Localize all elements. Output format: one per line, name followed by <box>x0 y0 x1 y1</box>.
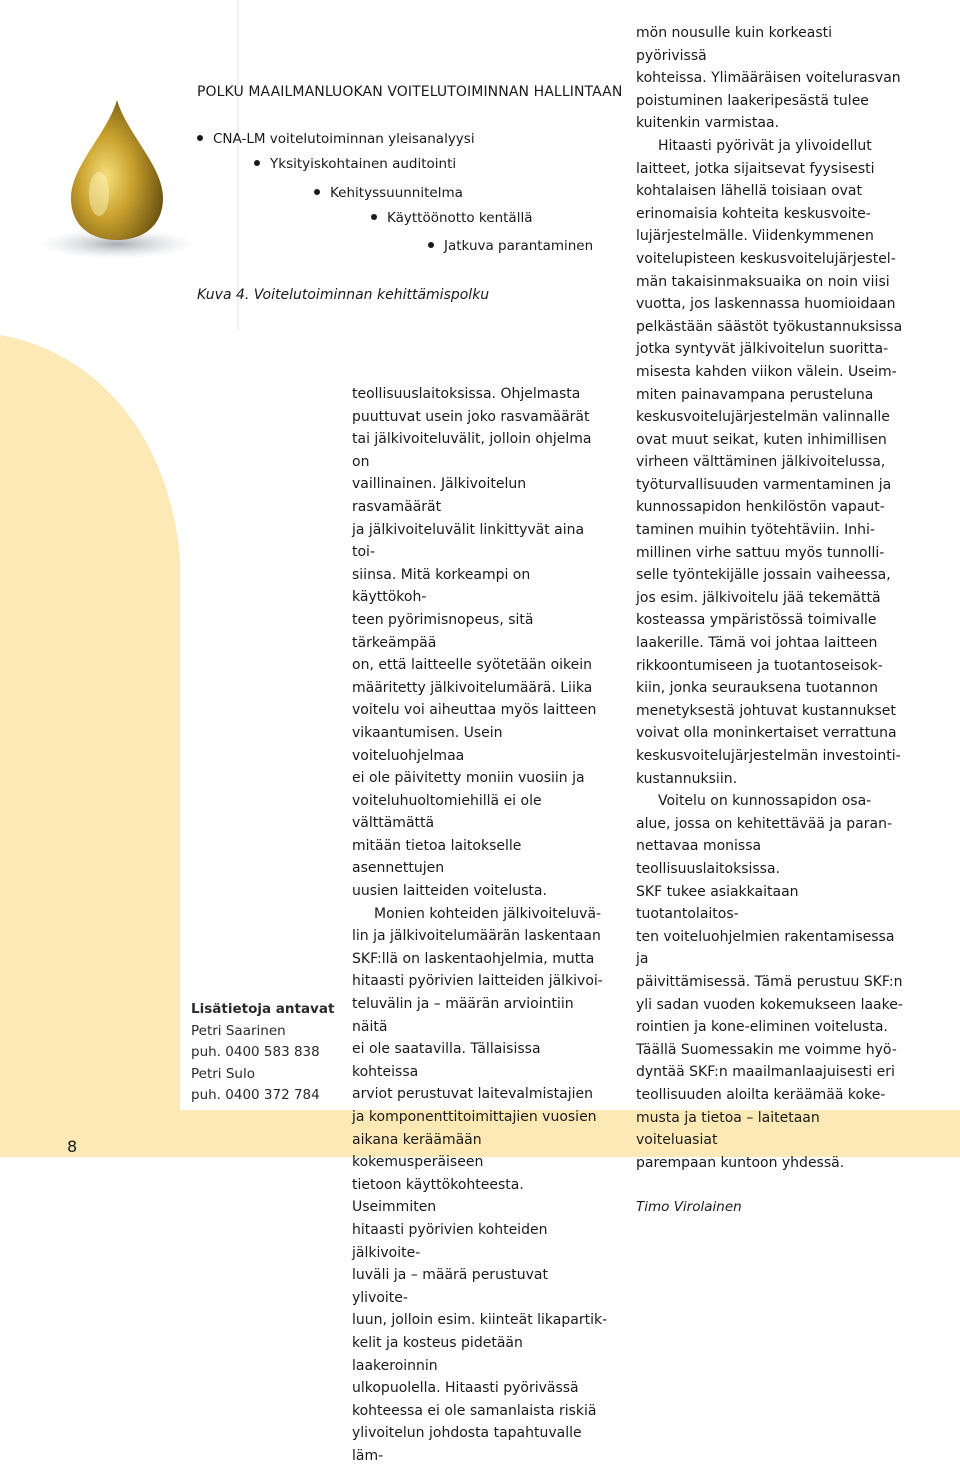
figure-title: POLKU MAAILMANLUOKAN VOITELUTOIMINNAN HALLINTAAN <box>197 84 623 100</box>
text-line: lujärjestelmälle. Viidenkymmenen <box>636 228 874 245</box>
contact-phone: puh. 0400 583 838 <box>191 1044 320 1061</box>
text-line: rointien ja kone-eliminen voitelusta. <box>636 1019 888 1036</box>
text-line: mitään tietoa laitokselle asennettujen <box>352 837 522 877</box>
text-line: keskusvoitelujärjestelmän valinnalle <box>636 409 890 426</box>
contact-phone: puh. 0400 372 784 <box>191 1087 320 1104</box>
text-line: keskusvoitelujärjestelmän investointi- <box>636 748 901 764</box>
text-line: tietoon käyttökohteesta. Useimmiten <box>352 1176 524 1216</box>
text-line: määritetty jälkivoitelumäärä. Liika <box>352 679 593 696</box>
contact-name: Petri Sulo <box>191 1065 255 1082</box>
text-line: kustannuksiin. <box>636 770 738 787</box>
text-line: teen pyörimisnopeus, sitä tärkeämpää <box>352 611 534 651</box>
text-line: voivat olla moninkertaiset verrattuna <box>636 725 897 742</box>
bullet-icon <box>314 189 320 195</box>
text-line: päivittämisessä. Tämä perustuu SKF:n <box>636 973 903 990</box>
text-line: luväli ja – määrä perustuvat ylivoite- <box>352 1267 548 1306</box>
text-line: SKF:llä on laskentaohjelmia, mutta <box>352 950 595 967</box>
text-line: ovat muut seikat, kuten inhimillisen <box>636 431 887 448</box>
bullet-icon <box>197 135 203 141</box>
text-line: teollisuuslaitoksissa. Ohjelmasta <box>352 386 581 402</box>
text-line: kohteissa. Ylimääräisen voitelurasvan <box>636 70 901 87</box>
text-line: selle työntekijälle jossain vaiheessa, <box>636 567 891 584</box>
text-line: arviot perustuvat laitevalmistajien <box>352 1086 593 1103</box>
text-line: SKF tukee asiakkaitaan tuotantolaitos- <box>636 883 799 923</box>
contact-name: Petri Saarinen <box>191 1022 286 1039</box>
text-line: Monien kohteiden jälkivoiteluvä- <box>374 905 602 922</box>
figure-caption: Kuva 4. Voitelutoiminnan kehittämispolku <box>197 287 490 303</box>
text-line: kunnossapidon henkilöstön vapaut- <box>636 499 885 516</box>
text-line: voitelu voi aiheuttaa myös laitteen <box>352 702 597 719</box>
text-line: kosteassa ympäristössä toimivalle <box>636 612 877 629</box>
text-line: poistuminen laakeripesästä tulee <box>636 92 869 109</box>
text-line: Täällä Suomessakin me voimme hyö- <box>636 1041 897 1058</box>
contact-info <box>191 999 334 1107</box>
text-line: aikana keräämään kokemusperäiseen <box>352 1131 484 1171</box>
text-line: voiteluhuoltomiehillä ei ole välttämättä <box>352 792 542 832</box>
text-line: teluvälin ja – määrän arviointiin näitä <box>352 996 574 1035</box>
text-line: dyntää SKF:n maailmanlaajuisesti eri <box>636 1064 895 1081</box>
text-line: parempaan kuntoon yhdessä. <box>636 1154 845 1171</box>
text-line: ten voiteluohjelmien rakentamisessa ja <box>636 928 895 968</box>
contact-title: Lisätietoja antavat <box>191 1001 335 1017</box>
step-5: Jatkuva parantaminen <box>428 238 593 254</box>
text-line: misesta kahden viikon välein. Useim- <box>636 363 897 380</box>
text-line: hitaasti pyörivien kohteiden jälkivoite- <box>352 1221 548 1261</box>
author-name: Timo Virolainen <box>636 1199 742 1216</box>
article-column-right <box>636 22 904 1219</box>
text-line: musta ja tietoa – laitetaan voiteluasiat <box>636 1109 820 1149</box>
text-line: mön nousulle kuin korkeasti pyörivissä <box>636 25 833 64</box>
text-line: uusien laitteiden voitelusta. <box>352 883 547 900</box>
text-line: kiin, jonka seurauksena tuotannon <box>636 680 878 697</box>
text-line: jos esim. jälkivoitelu jää tekemättä <box>636 589 881 606</box>
text-line: laitteet, jotka sijaitsevat fyysisesti <box>636 160 875 177</box>
text-line: tai jälkivoiteluvälit, jolloin ohjelma on <box>352 431 592 470</box>
text-line: jotka syntyvät jälkivoitelun suoritta- <box>636 341 889 358</box>
text-line: luun, jolloin esim. kiinteät likapartik- <box>352 1312 608 1329</box>
text-line: nettavaa monissa teollisuuslaitoksissa. <box>636 838 780 877</box>
bullet-icon <box>254 160 260 166</box>
text-line: ei ole saatavilla. Tällaisissa kohteissa <box>352 1041 541 1080</box>
text-line: ei ole päivitetty moniin vuosiin ja <box>352 770 585 787</box>
text-line: kelit ja kosteus pidetään laakeroinnin <box>352 1334 523 1374</box>
text-line: kuitenkin varmistaa. <box>636 115 780 132</box>
text-line: puuttuvat usein joko rasvamäärät <box>352 408 590 425</box>
text-line: lin ja jälkivoitelumäärän laskentaan <box>352 928 601 945</box>
text-line: män takaisinmaksuaika on noin viisi <box>636 273 890 290</box>
text-line: vuotta, jos laskennassa huomioidaan <box>636 296 896 313</box>
step-4: Käyttöönotto kentällä <box>371 210 532 226</box>
bullet-icon <box>428 242 434 248</box>
text-line: Voitelu on kunnossapidon osa- <box>658 793 872 810</box>
text-line: kohteessa ei ole samanlaista riskiä <box>352 1402 597 1419</box>
text-line: voitelupisteen keskusvoitelujärjestel- <box>636 250 896 267</box>
text-line: kohtalaisen lähellä toisiaan ovat <box>636 183 862 200</box>
text-line: Hitaasti pyörivät ja ylivoidellut <box>658 137 872 154</box>
text-line: miten painavampana perusteluna <box>636 386 874 403</box>
text-line: alue, jossa on kehitettävää ja paran- <box>636 815 892 832</box>
article-column-middle <box>352 383 608 1468</box>
text-line: siinsa. Mitä korkeampi on käyttökoh- <box>352 566 531 606</box>
text-line: ulkopuolella. Hitaasti pyörivässä <box>352 1380 579 1397</box>
text-line: hitaasti pyörivien laitteiden jälkivoi- <box>352 973 603 990</box>
text-line: ja komponenttitoimittajien vuosien <box>352 1109 597 1125</box>
text-line: laakerille. Tämä voi johtaa laitteen <box>636 635 878 652</box>
step-1: CNA-LM voitelutoiminnan yleisanalyysi <box>197 131 475 147</box>
text-line: taminen muihin työtehtäviin. Inhi- <box>636 522 875 539</box>
text-line: erinomaisia kohteita keskusvoite- <box>636 205 871 222</box>
step-3: Kehityssuunnitelma <box>314 185 463 201</box>
page-number: 8 <box>67 1137 78 1156</box>
text-line: yli sadan vuoden kokemukseen laake- <box>636 996 903 1013</box>
text-line: ylivoitelun johdosta tapahtuvalle läm- <box>352 1425 582 1464</box>
text-line: on, että laitteelle syötetään oikein <box>352 657 593 674</box>
text-line: työturvallisuuden varmentaminen ja <box>636 476 892 493</box>
text-line: virheen välttäminen jälkivoitelussa, <box>636 454 886 471</box>
text-line: menetyksestä johtuvat kustannukset <box>636 702 896 719</box>
text-line: pelkästään säästöt työkustannuksissa <box>636 318 903 335</box>
bullet-icon <box>371 214 377 220</box>
text-line: vikaantumisen. Usein voiteluohjelmaa <box>352 724 503 764</box>
text-line: ja jälkivoiteluvälit linkittyvät aina toi- <box>352 521 585 561</box>
text-line: rikkoontumiseen ja tuotantoseisok- <box>636 657 883 674</box>
step-2: Yksityiskohtainen auditointi <box>254 156 456 172</box>
text-line: millinen virhe sattuu myös tunnolli- <box>636 544 885 561</box>
text-line: vaillinainen. Jälkivoitelun rasvamäärät <box>352 476 527 515</box>
text-line: teollisuuden aloilta kerääm​ää koke- <box>636 1086 886 1103</box>
